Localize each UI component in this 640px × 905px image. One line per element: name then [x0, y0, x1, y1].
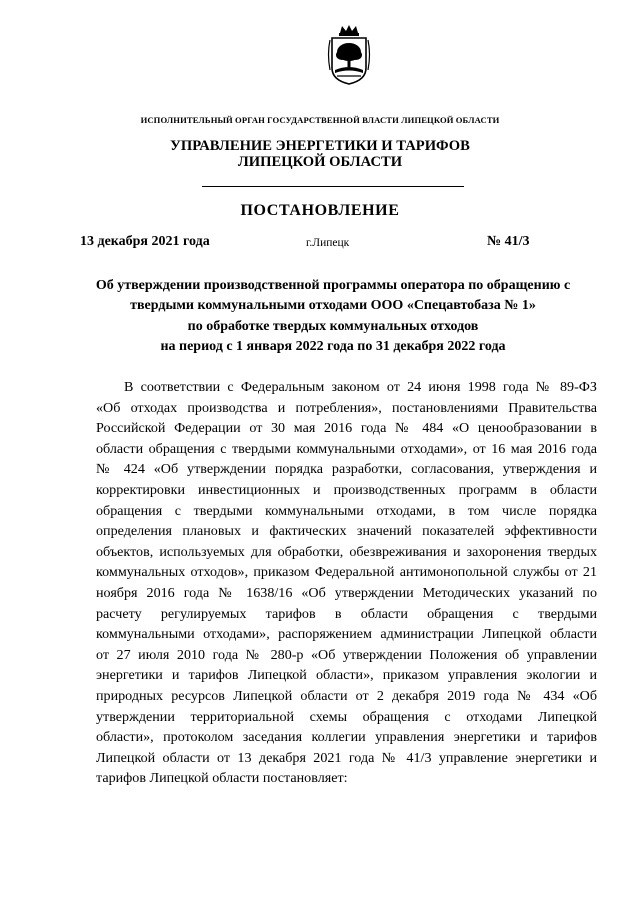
body-line: области», протоколом заседания коллегии управления энергетики и тарифов: [96, 729, 597, 746]
document-number: № 41/3: [487, 234, 530, 249]
body-line: коммунальными отходами», распоряжением администрации Липецкой области: [96, 626, 597, 643]
subject-line: на период с 1 января 2022 года по 31 декабря 2022 года: [160, 339, 506, 355]
document-type: ПОСТАНОВЛЕНИЕ: [240, 202, 400, 219]
subject-line: по обработке твердых коммунальных отходов: [187, 318, 479, 334]
body-line: Российской Федерации от 30 мая 2016 года № 484 «О ценообразовании в: [96, 420, 597, 437]
body-line: объектов, используемых для обработки, обезвреживания и захоронения твердых: [96, 543, 597, 560]
body-line: тарифов Липецкой области постановляет:: [96, 770, 348, 787]
org-name: ИСПОЛНИТЕЛЬНЫЙ ОРГАН ГОСУДАРСТВЕННОЙ ВЛАСТИ ЛИПЕЦКОЙ ОБЛАСТИ: [140, 115, 500, 125]
body-line: расчету регулируемых тарифов в области обращения с твердыми: [96, 605, 597, 622]
body-line: № 424 «Об утверждении порядка разработки, согласования, утверждения и: [96, 461, 597, 478]
document-body: [96, 377, 597, 789]
body-line: от 27 июля 2010 года № 280-р «Об утверждении Положения об управлении: [96, 646, 597, 663]
document-subject: [68, 276, 598, 358]
body-line: утверждении территориальной схемы обращения с отходами Липецкой: [96, 708, 597, 725]
document-city: г.Липецк: [306, 237, 350, 249]
body-line: корректировки инвестиционных и производственных программ в области: [96, 481, 597, 498]
body-line: В соответствии с Федеральным законом от 24 июня 1998 года № 89-ФЗ: [124, 379, 597, 395]
body-line: ноября 2016 года № 1638/16 «Об утверждении Методических указаний по: [96, 584, 597, 601]
body-line: Липецкой области от 13 декабря 2021 года № 41/3 управление энергетики и: [96, 749, 597, 766]
document-date: 13 декабря 2021 года: [80, 234, 210, 249]
body-line: обращения с твердыми коммунальными отходами, в том числе порядка: [96, 502, 597, 519]
header-divider: [202, 186, 464, 187]
subject-line: Об утверждении производственной программы оператора по обращению с: [95, 278, 571, 293]
body-line: области обращения с твердыми коммунальными отходами», от 16 мая 2016 года: [96, 440, 597, 457]
body-line: энергетики и тарифов Липецкой области», приказом управления экологии и: [96, 667, 597, 684]
body-line: «Об отходах производства и потребления», постановлениями Правительства: [96, 399, 597, 416]
department-title-line2: ЛИПЕЦКОЙ ОБЛАСТИ: [237, 154, 403, 170]
body-line: определения плановых и фактических значений показателей эффективности: [96, 523, 597, 540]
body-line: коммунальных отходов», приказом Федеральной антимонопольной службы от 21: [96, 564, 597, 581]
department-title-line1: УПРАВЛЕНИЕ ЭНЕРГЕТИКИ И ТАРИФОВ: [170, 138, 470, 154]
body-line: природных ресурсов Липецкой области от 2 декабря 2019 года № 434 «Об: [96, 687, 597, 704]
coat-of-arms-icon: [327, 24, 371, 86]
department-title: [0, 138, 640, 170]
subject-line: твердыми коммунальными отходами ООО «Спецавтобаза № 1»: [130, 298, 536, 314]
